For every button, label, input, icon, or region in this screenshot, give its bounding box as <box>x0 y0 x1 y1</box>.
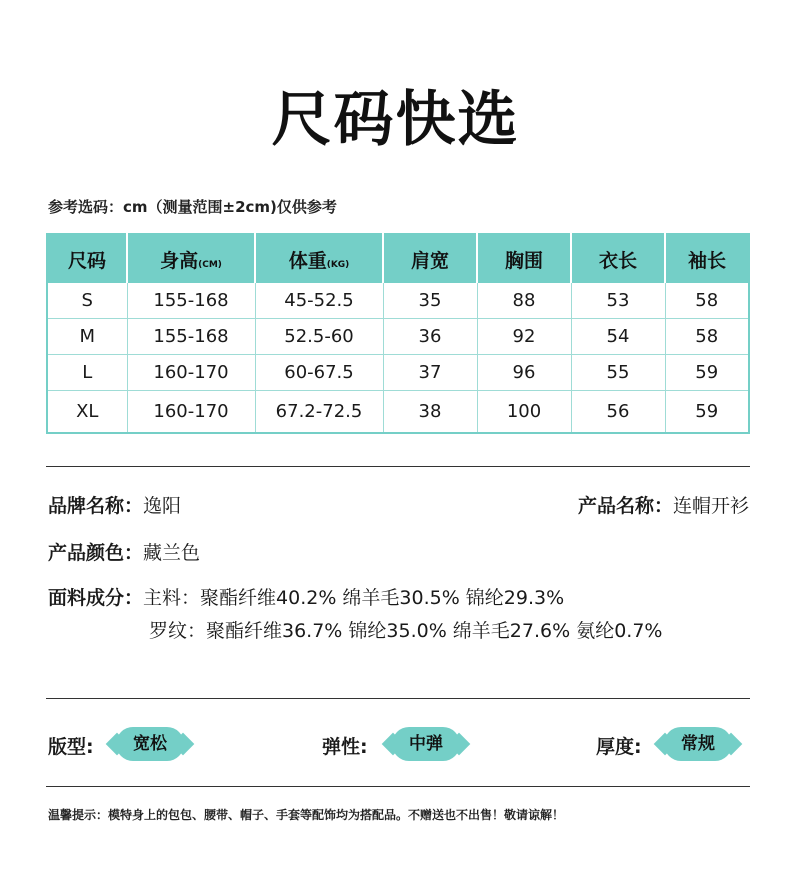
cell-sleeve: 59 <box>695 401 719 422</box>
cell-length: 53 <box>571 283 665 319</box>
color-info <box>48 538 200 565</box>
cell-size: M <box>47 319 127 355</box>
table-header-row <box>47 234 749 283</box>
table-row <box>47 355 749 391</box>
fabric-rib: 罗纹：聚酯纤维36.7% 锦纶35.0% 绵羊毛27.6% 氨纶0.7% <box>149 620 663 642</box>
table-row <box>47 319 749 355</box>
elasticity-badge: 中弹 <box>392 727 460 761</box>
cell-shoulder: 38 <box>383 391 477 434</box>
fabric-info <box>48 583 564 610</box>
cell-chest: 96 <box>477 355 571 391</box>
product-label: 产品名称： <box>577 495 673 517</box>
cell-weight: 67.2-72.5 <box>255 391 383 434</box>
cell-length: 55 <box>571 355 665 391</box>
cell-length: 54 <box>571 319 665 355</box>
header-size: 尺码 <box>47 234 127 283</box>
color-value: 藏兰色 <box>143 542 201 564</box>
cell-weight: 45-52.5 <box>255 283 383 319</box>
divider <box>46 466 750 467</box>
warm-tip: 温馨提示：模特身上的包包、腰带、帽子、手套等配饰均为搭配品。不赠送也不出售！敬请谅解！ <box>48 808 565 822</box>
fabric-label: 面料成分： <box>48 587 144 609</box>
divider <box>46 786 750 787</box>
brand-info <box>48 491 181 518</box>
cell-size: XL <box>47 391 127 434</box>
divider <box>46 698 750 699</box>
size-chart-table <box>46 233 750 434</box>
table-row <box>47 391 749 434</box>
cell-height: 155-168 <box>127 283 255 319</box>
cell-height: 160-170 <box>127 355 255 391</box>
cell-chest: 92 <box>477 319 571 355</box>
header-shoulder: 肩宽 <box>383 234 477 283</box>
fit-label: 版型: <box>48 736 94 758</box>
fabric-main: 主料：聚酯纤维40.2% 绵羊毛30.5% 锦纶29.3% <box>143 587 565 609</box>
header-sleeve: 袖长 <box>665 234 749 283</box>
product-info <box>578 491 749 518</box>
size-reference-note: 参考选码：cm（测量范围±2cm)仅供参考 <box>48 198 337 216</box>
brand-label: 品牌名称： <box>48 495 144 517</box>
cell-weight: 60-67.5 <box>255 355 383 391</box>
cell-shoulder: 36 <box>383 319 477 355</box>
header-length: 衣长 <box>571 234 665 283</box>
table-row <box>47 283 749 319</box>
cell-sleeve: 58 <box>665 319 749 355</box>
thickness-badge: 常规 <box>664 727 732 761</box>
header-weight: 体重(KG) <box>255 234 383 283</box>
cell-chest: 88 <box>477 283 571 319</box>
header-height: 身高(CM) <box>127 234 255 283</box>
cell-height: 160-170 <box>127 391 255 434</box>
fit-badge: 宽松 <box>116 727 184 761</box>
thickness-label: 厚度: <box>596 736 642 758</box>
cell-height: 155-168 <box>127 319 255 355</box>
cell-weight: 52.5-60 <box>255 319 383 355</box>
elasticity-label: 弹性: <box>322 736 368 758</box>
cell-sleeve: 59 <box>665 355 749 391</box>
cell-sleeve: 58 <box>665 283 749 319</box>
product-value: 连帽开衫 <box>672 495 749 517</box>
header-chest: 胸围 <box>477 234 571 283</box>
cell-shoulder: 37 <box>383 355 477 391</box>
cell-chest: 100 <box>477 391 571 434</box>
cell-size: L <box>47 355 127 391</box>
page-title: 尺码快选 <box>271 85 520 155</box>
cell-size: S <box>47 283 127 319</box>
cell-length: 56 <box>571 391 665 434</box>
brand-value: 逸阳 <box>143 495 182 517</box>
cell-shoulder: 35 <box>383 283 477 319</box>
color-label: 产品颜色： <box>48 542 144 564</box>
